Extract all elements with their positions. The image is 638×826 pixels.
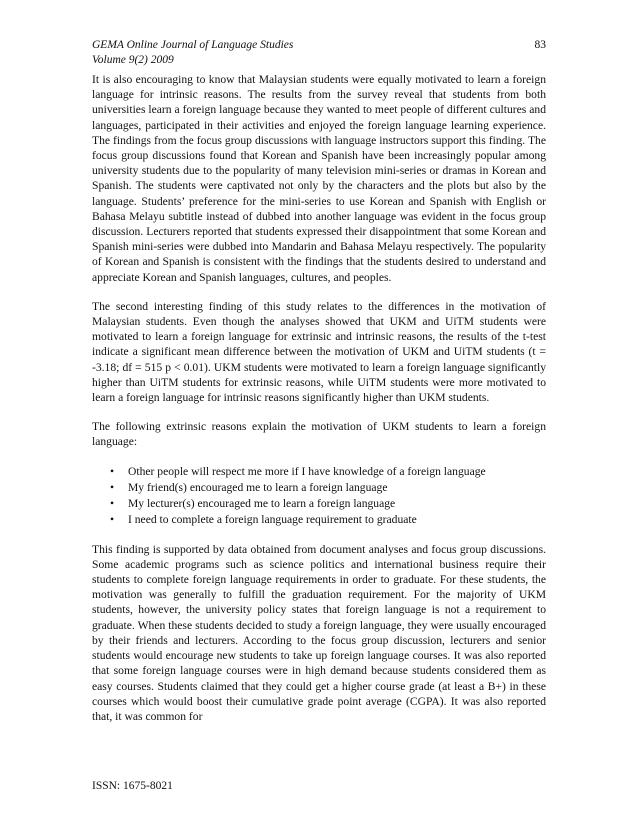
bullet-icon: • (110, 512, 115, 526)
paragraph-supporting-evidence: This finding is supported by data obtained from document analyses and focus group discussions. Some academic programs such as science politics and international business require their students to complete foreign language requirements in order to graduate. For these students, the motivation was generally to fulfill the graduation requirement. For the majority of UKM students, however, the university policy states that foreign language is not a requirement to graduate. When these students decided to study a foreign language, they were usually encouraged by their friends and lecturers. According to the focus group discussion, lecturers and senior students would encourage new students to take up foreign language courses. It was also reported that some foreign language courses were in high demand because students considered them as easy courses. Students claimed that they could get a higher course grade (at least a B+) in these courses which would boost their cumulative grade point average (CGPA). It was also reported that, it was common for (92, 542, 546, 723)
issn-label: ISSN: 1675-8021 (92, 780, 173, 792)
list-item (110, 512, 546, 528)
paragraph-extrinsic-intro: The following extrinsic reasons explain the motivation of UKM students to learn a foreign language: (92, 420, 546, 449)
journal-title: GEMA Online Journal of Language Studies (92, 39, 294, 51)
journal-volume: Volume 9(2) 2009 (92, 54, 174, 66)
list-item (110, 496, 546, 512)
bullet-icon: • (110, 464, 115, 478)
bullet-icon: • (110, 496, 115, 510)
list-item (110, 464, 546, 480)
page-number: 83 (534, 39, 546, 51)
page-footer (92, 780, 173, 792)
article-body (92, 72, 546, 724)
paragraph-motivation-differences: The second interesting finding of this study relates to the differences in the motivation of Malaysian students. Even though the analyses showed that UKM and UiTM students were motivated to learn a foreign language for extrinsic and intrinsic reasons, the results of the t-test indicate a significant mean difference between the motivation of UKM and UiTM students (t = -3.18; df = 515 p < 0.01). UKM students were motivated to learn a foreign language significantly higher than UiTM students for extrinsic reasons, while UiTM students were more motivated to learn a foreign language for intrinsic reasons significantly higher than UKM students. (92, 299, 546, 405)
list-item-text: My friend(s) encouraged me to learn a foreign language (128, 480, 388, 494)
list-item-text: Other people will respect me more if I have knowledge of a foreign language (128, 464, 486, 478)
bullet-icon: • (110, 480, 115, 494)
running-header (92, 38, 546, 72)
extrinsic-reasons-list (92, 464, 546, 528)
list-item-text: I need to complete a foreign language requirement to graduate (128, 512, 417, 526)
list-item (110, 480, 546, 496)
paragraph-intrinsic-motivation: It is also encouraging to know that Malaysian students were equally motivated to learn a foreign language for intrinsic reasons. The results from the survey reveal that students from both universities learn a foreign language because they wanted to meet people of different cultures and languages, participated in their activities and enjoyed the foreign language learning experience. The findings from the focus group discussions with language instructors support this finding. The focus group discussions found that Korean and Spanish have been increasingly popular among university students due to the popularity of many television mini-series or dramas in Korean and Spanish. The students were captivated not only by the characters and the plots but also by the language. Students’ preference for the mini-series to use Korean and Spanish with English or Bahasa Melayu subtitle instead of dubbed into another language was evident in the focus group discussion. Lecturers reported that students expressed their disappointment that some Korean and Spanish mini-series were dubbed into Mandarin and Bahasa Melayu respectively. The popularity of Korean and Spanish is consistent with the findings that the students desired to understand and appreciate Korean and Spanish languages, cultures, and peoples. (92, 73, 546, 284)
journal-page (92, 38, 546, 738)
list-item-text: My lecturer(s) encouraged me to learn a foreign language (128, 496, 396, 510)
